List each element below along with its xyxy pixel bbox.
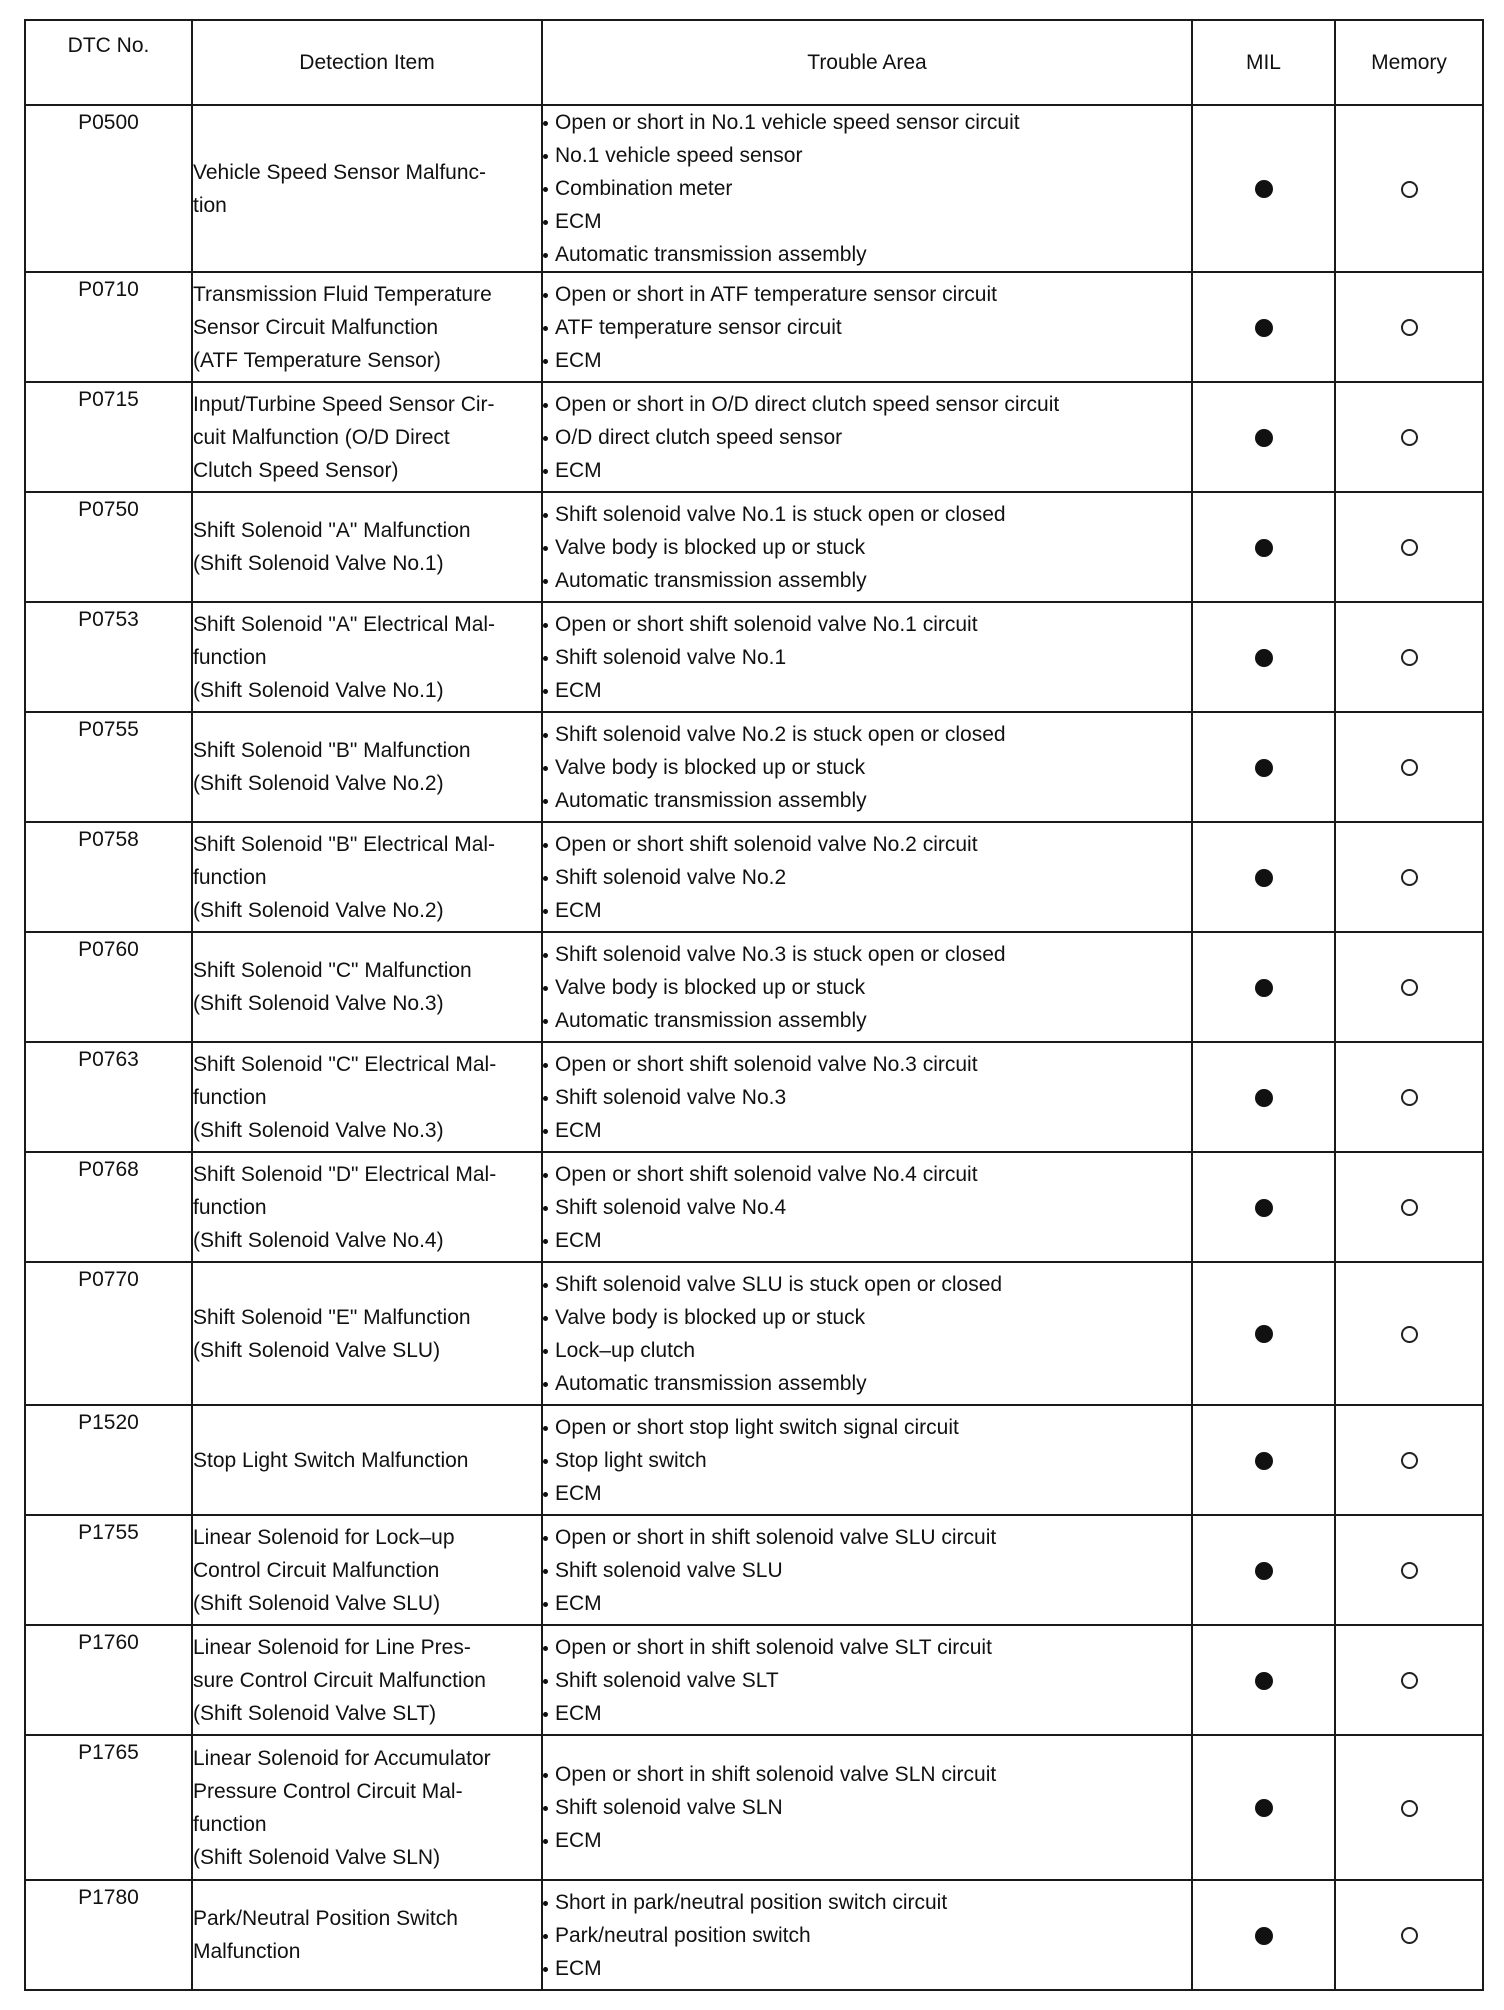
dtc-code: P0768 — [25, 1152, 192, 1262]
trouble-area-item: Open or short shift solenoid valve No.2 circuit — [543, 828, 1191, 861]
dtc-code: P0500 — [25, 105, 192, 272]
detection-item-line: Shift Solenoid "C" Malfunction — [193, 959, 472, 982]
detection-item-line: Linear Solenoid for Accumulator — [193, 1746, 491, 1770]
detection-item-line: Shift Solenoid "B" Electrical Mal- — [193, 832, 496, 856]
trouble-area-item: Shift solenoid valve No.2 is stuck open or closed — [543, 718, 1191, 751]
detection-item — [192, 1880, 542, 1990]
trouble-area — [542, 602, 1192, 712]
dtc-code: P0760 — [25, 932, 192, 1042]
detection-item-line: function — [193, 865, 267, 889]
trouble-area — [542, 1042, 1192, 1152]
header-trouble-area: Trouble Area — [542, 20, 1192, 105]
table-row — [25, 822, 1483, 932]
memory-cell — [1335, 822, 1483, 932]
trouble-area — [542, 492, 1192, 602]
trouble-area-item: Open or short in O/D direct clutch speed sensor circuit — [543, 388, 1191, 421]
dtc-code: P0710 — [25, 272, 192, 382]
memory-cell — [1335, 712, 1483, 822]
trouble-area-item: Valve body is blocked up or stuck — [543, 531, 1191, 564]
detection-item-line: (Shift Solenoid Valve No.2) — [193, 898, 444, 922]
memory-cell — [1335, 1152, 1483, 1262]
mil-cell — [1192, 272, 1335, 382]
memory-cell — [1335, 602, 1483, 712]
trouble-area-item: Shift solenoid valve No.4 — [543, 1191, 1191, 1224]
filled-circle-icon — [1255, 1562, 1273, 1580]
dtc-code: P0758 — [25, 822, 192, 932]
trouble-area-item: ECM — [543, 344, 1191, 377]
detection-item-line: Sensor Circuit Malfunction — [193, 315, 439, 339]
open-circle-icon — [1401, 539, 1418, 556]
open-circle-icon — [1401, 181, 1418, 198]
table-row — [25, 1880, 1483, 1990]
detection-item — [192, 602, 542, 712]
memory-cell — [1335, 932, 1483, 1042]
trouble-area-item: ECM — [543, 1697, 1191, 1730]
open-circle-icon — [1401, 1089, 1418, 1106]
detection-item-line: Shift Solenoid "A" Electrical Mal- — [193, 612, 496, 636]
table-row — [25, 1405, 1483, 1515]
open-circle-icon — [1401, 1672, 1418, 1689]
dtc-code: P1780 — [25, 1880, 192, 1990]
trouble-area-item: ECM — [543, 205, 1191, 238]
detection-item-line: Stop Light Switch Malfunction — [193, 1448, 469, 1472]
trouble-area-item: Automatic transmission assembly — [543, 1367, 1191, 1400]
memory-cell — [1335, 1735, 1483, 1880]
detection-item — [192, 1625, 542, 1735]
detection-item-line: (Shift Solenoid Valve No.2) — [193, 772, 444, 795]
trouble-area — [542, 1515, 1192, 1625]
detection-item-line: sure Control Circuit Malfunction — [193, 1668, 486, 1692]
filled-circle-icon — [1255, 429, 1273, 447]
mil-cell — [1192, 1880, 1335, 1990]
detection-item — [192, 105, 542, 272]
memory-cell — [1335, 1042, 1483, 1152]
filled-circle-icon — [1255, 539, 1273, 557]
detection-item-line: (Shift Solenoid Valve No.1) — [193, 678, 444, 702]
trouble-area-item: ECM — [543, 894, 1191, 927]
detection-item — [192, 1042, 542, 1152]
detection-item-line: Shift Solenoid "A" Malfunction — [193, 519, 471, 542]
open-circle-icon — [1401, 1927, 1418, 1944]
detection-item — [192, 712, 542, 822]
detection-item — [192, 492, 542, 602]
trouble-area-item: Shift solenoid valve SLU is stuck open or closed — [543, 1268, 1191, 1301]
trouble-area-item: Lock–up clutch — [543, 1334, 1191, 1367]
memory-cell — [1335, 1515, 1483, 1625]
detection-item-line: Pressure Control Circuit Mal- — [193, 1779, 463, 1803]
header-memory: Memory — [1335, 20, 1483, 105]
mil-cell — [1192, 1625, 1335, 1735]
header-dtc-no: DTC No. — [25, 20, 192, 105]
detection-item-line: Input/Turbine Speed Sensor Cir- — [193, 392, 495, 416]
filled-circle-icon — [1255, 759, 1273, 777]
trouble-area-item: Shift solenoid valve No.1 is stuck open or closed — [543, 498, 1191, 531]
open-circle-icon — [1401, 1452, 1418, 1469]
open-circle-icon — [1401, 869, 1418, 886]
detection-item-line: Park/Neutral Position Switch — [193, 1907, 458, 1930]
dtc-code: P0715 — [25, 382, 192, 492]
trouble-area-item: ATF temperature sensor circuit — [543, 311, 1191, 344]
detection-item-line: function — [193, 1085, 267, 1109]
table-row — [25, 1262, 1483, 1405]
table-row — [25, 1735, 1483, 1880]
detection-item — [192, 382, 542, 492]
detection-item — [192, 1262, 542, 1405]
mil-cell — [1192, 822, 1335, 932]
detection-item-line: Shift Solenoid "C" Electrical Mal- — [193, 1052, 497, 1076]
trouble-area-item: Shift solenoid valve No.2 — [543, 861, 1191, 894]
trouble-area-item: No.1 vehicle speed sensor — [543, 139, 1191, 172]
memory-cell — [1335, 1625, 1483, 1735]
table-row — [25, 1152, 1483, 1262]
trouble-area-item: ECM — [543, 1224, 1191, 1257]
detection-item — [192, 1735, 542, 1880]
table-row — [25, 492, 1483, 602]
filled-circle-icon — [1255, 1927, 1273, 1945]
table-row — [25, 602, 1483, 712]
memory-cell — [1335, 1880, 1483, 1990]
mil-cell — [1192, 932, 1335, 1042]
trouble-area — [542, 1880, 1192, 1990]
dtc-code: P1765 — [25, 1735, 192, 1880]
detection-item-line: Shift Solenoid "B" Malfunction — [193, 739, 471, 762]
mil-cell — [1192, 1735, 1335, 1880]
trouble-area — [542, 822, 1192, 932]
header-mil: MIL — [1192, 20, 1335, 105]
detection-item-line: (Shift Solenoid Valve SLN) — [193, 1845, 441, 1869]
trouble-area-item: ECM — [543, 1114, 1191, 1147]
mil-cell — [1192, 1405, 1335, 1515]
dtc-code: P0753 — [25, 602, 192, 712]
trouble-area-item: ECM — [543, 454, 1191, 487]
trouble-area-item: Open or short shift solenoid valve No.3 circuit — [543, 1048, 1191, 1081]
memory-cell — [1335, 1262, 1483, 1405]
mil-cell — [1192, 105, 1335, 272]
mil-cell — [1192, 602, 1335, 712]
header-row — [25, 20, 1483, 105]
detection-item-line: Transmission Fluid Temperature — [193, 282, 492, 306]
table-row — [25, 712, 1483, 822]
table-row — [25, 932, 1483, 1042]
filled-circle-icon — [1255, 180, 1273, 198]
dtc-code: P0770 — [25, 1262, 192, 1405]
table-row — [25, 1625, 1483, 1735]
open-circle-icon — [1401, 429, 1418, 446]
filled-circle-icon — [1255, 869, 1273, 887]
trouble-area-item: Open or short shift solenoid valve No.4 circuit — [543, 1158, 1191, 1191]
trouble-area-item: Stop light switch — [543, 1444, 1191, 1477]
mil-cell — [1192, 712, 1335, 822]
trouble-area-item: Shift solenoid valve SLT — [543, 1664, 1191, 1697]
open-circle-icon — [1401, 759, 1418, 776]
open-circle-icon — [1401, 1800, 1418, 1817]
trouble-area — [542, 1262, 1192, 1405]
trouble-area — [542, 712, 1192, 822]
detection-item-line: Shift Solenoid "D" Electrical Mal- — [193, 1162, 497, 1186]
detection-item-line: function — [193, 645, 267, 669]
trouble-area-item: Automatic transmission assembly — [543, 238, 1191, 271]
trouble-area-item: ECM — [543, 1824, 1191, 1857]
detection-item-line: Control Circuit Malfunction — [193, 1558, 440, 1582]
memory-cell — [1335, 382, 1483, 492]
detection-item — [192, 1515, 542, 1625]
trouble-area-item: Shift solenoid valve No.1 — [543, 641, 1191, 674]
mil-cell — [1192, 1152, 1335, 1262]
filled-circle-icon — [1255, 319, 1273, 337]
trouble-area — [542, 1152, 1192, 1262]
dtc-code: P0750 — [25, 492, 192, 602]
dtc-code: P0755 — [25, 712, 192, 822]
filled-circle-icon — [1255, 1089, 1273, 1107]
trouble-area-item: Shift solenoid valve SLU — [543, 1554, 1191, 1587]
detection-item-line: (Shift Solenoid Valve No.1) — [193, 552, 444, 575]
trouble-area-item: O/D direct clutch speed sensor — [543, 421, 1191, 454]
detection-item-line: Malfunction — [193, 1940, 301, 1963]
trouble-area-item: Open or short in shift solenoid valve SLT circuit — [543, 1631, 1191, 1664]
trouble-area-item: Open or short in shift solenoid valve SLN circuit — [543, 1758, 1191, 1791]
memory-cell — [1335, 105, 1483, 272]
detection-item-line: (Shift Solenoid Valve SLU) — [193, 1338, 441, 1362]
open-circle-icon — [1401, 649, 1418, 666]
filled-circle-icon — [1255, 1799, 1273, 1817]
trouble-area-item: Open or short in shift solenoid valve SLU circuit — [543, 1521, 1191, 1554]
trouble-area-item: ECM — [543, 1587, 1191, 1620]
mil-cell — [1192, 382, 1335, 492]
trouble-area-item: ECM — [543, 1477, 1191, 1510]
trouble-area — [542, 1735, 1192, 1880]
open-circle-icon — [1401, 1562, 1418, 1579]
detection-item-line: Linear Solenoid for Line Pres- — [193, 1635, 471, 1659]
open-circle-icon — [1401, 319, 1418, 336]
trouble-area-item: Open or short stop light switch signal circuit — [543, 1411, 1191, 1444]
trouble-area — [542, 105, 1192, 272]
detection-item-line: Linear Solenoid for Lock–up — [193, 1525, 455, 1549]
trouble-area — [542, 272, 1192, 382]
detection-item-line: (Shift Solenoid Valve SLU) — [193, 1591, 441, 1615]
trouble-area-item: Combination meter — [543, 172, 1191, 205]
trouble-area-item: Open or short in No.1 vehicle speed sensor circuit — [543, 106, 1191, 139]
detection-item — [192, 272, 542, 382]
detection-item-line: function — [193, 1812, 267, 1836]
trouble-area-item: Open or short shift solenoid valve No.1 circuit — [543, 608, 1191, 641]
trouble-area — [542, 382, 1192, 492]
detection-item-line: (Shift Solenoid Valve No.4) — [193, 1228, 444, 1252]
memory-cell — [1335, 492, 1483, 602]
trouble-area-item: Short in park/neutral position switch circuit — [543, 1886, 1191, 1919]
mil-cell — [1192, 1262, 1335, 1405]
trouble-area-item: Valve body is blocked up or stuck — [543, 971, 1191, 1004]
detection-item — [192, 1152, 542, 1262]
trouble-area — [542, 1405, 1192, 1515]
memory-cell — [1335, 272, 1483, 382]
trouble-area-item: Valve body is blocked up or stuck — [543, 1301, 1191, 1334]
trouble-area-item: Automatic transmission assembly — [543, 1004, 1191, 1037]
dtc-code: P1755 — [25, 1515, 192, 1625]
detection-item-line: (Shift Solenoid Valve SLT) — [193, 1701, 437, 1725]
header-detection-item: Detection Item — [192, 20, 542, 105]
filled-circle-icon — [1255, 979, 1273, 997]
filled-circle-icon — [1255, 1672, 1273, 1690]
detection-item — [192, 1405, 542, 1515]
detection-item-line: (Shift Solenoid Valve No.3) — [193, 1118, 444, 1142]
detection-item-line: (ATF Temperature Sensor) — [193, 348, 441, 372]
dtc-code: P1760 — [25, 1625, 192, 1735]
open-circle-icon — [1401, 1326, 1418, 1343]
table-row — [25, 105, 1483, 272]
detection-item-line: Shift Solenoid "E" Malfunction — [193, 1305, 471, 1329]
trouble-area-item: Shift solenoid valve SLN — [543, 1791, 1191, 1824]
mil-cell — [1192, 1515, 1335, 1625]
trouble-area-item: Shift solenoid valve No.3 is stuck open or closed — [543, 938, 1191, 971]
table-row — [25, 272, 1483, 382]
detection-item-line: Clutch Speed Sensor) — [193, 458, 399, 482]
table-row — [25, 1515, 1483, 1625]
filled-circle-icon — [1255, 1452, 1273, 1470]
dtc-table — [24, 19, 1484, 1991]
trouble-area — [542, 932, 1192, 1042]
dtc-code: P1520 — [25, 1405, 192, 1515]
table-body — [25, 105, 1483, 1990]
detection-item-line: Vehicle Speed Sensor Malfunc- — [193, 160, 487, 184]
detection-item-line: (Shift Solenoid Valve No.3) — [193, 992, 444, 1015]
trouble-area-item: Valve body is blocked up or stuck — [543, 751, 1191, 784]
trouble-area-item: ECM — [543, 674, 1191, 707]
memory-cell — [1335, 1405, 1483, 1515]
open-circle-icon — [1401, 979, 1418, 996]
detection-item-line: cuit Malfunction (O/D Direct — [193, 425, 450, 449]
mil-cell — [1192, 1042, 1335, 1152]
filled-circle-icon — [1255, 1199, 1273, 1217]
detection-item — [192, 932, 542, 1042]
table-row — [25, 1042, 1483, 1152]
detection-item-line: function — [193, 1195, 267, 1219]
trouble-area-item: Automatic transmission assembly — [543, 564, 1191, 597]
mil-cell — [1192, 492, 1335, 602]
filled-circle-icon — [1255, 1325, 1273, 1343]
filled-circle-icon — [1255, 649, 1273, 667]
detection-item — [192, 822, 542, 932]
table-header — [25, 20, 1483, 105]
trouble-area-item: Park/neutral position switch — [543, 1919, 1191, 1952]
trouble-area-item: ECM — [543, 1952, 1191, 1985]
dtc-code: P0763 — [25, 1042, 192, 1152]
open-circle-icon — [1401, 1199, 1418, 1216]
trouble-area-item: Shift solenoid valve No.3 — [543, 1081, 1191, 1114]
trouble-area-item: Open or short in ATF temperature sensor circuit — [543, 278, 1191, 311]
detection-item-line: tion — [193, 193, 227, 217]
trouble-area-item: Automatic transmission assembly — [543, 784, 1191, 817]
trouble-area — [542, 1625, 1192, 1735]
table-row — [25, 382, 1483, 492]
